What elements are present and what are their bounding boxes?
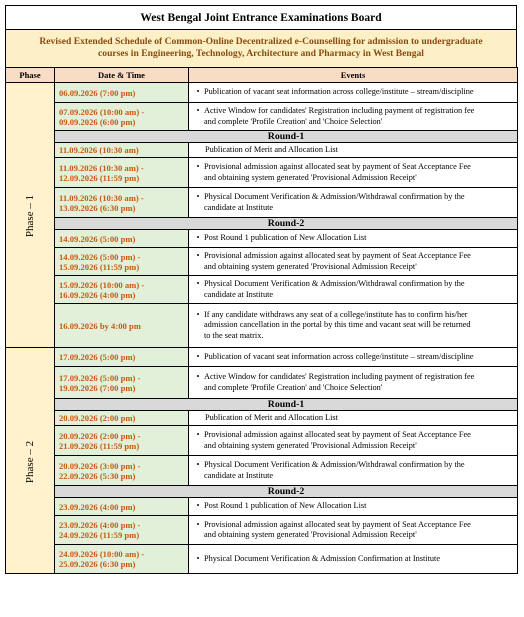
event-line: candidate at Institute [204,470,274,480]
bullet-icon: • [196,460,200,470]
date-cell [55,367,189,399]
date-cell [55,516,189,545]
event-text [204,106,514,127]
date-text: 11.09.2026 (10:30 am) - [59,162,144,173]
date-cell [55,304,189,348]
event-text [204,192,514,213]
event-line: Publication of vacant seat information across college/institute – stream/discipline [204,87,474,97]
event-cell [189,83,518,103]
schedule-row [6,188,518,218]
event-text [204,87,514,97]
date-cell [55,248,189,276]
event-content [189,310,514,341]
bullet-icon: • [196,233,200,243]
schedule-row [6,83,518,103]
event-cell [189,426,518,456]
event-cell [189,143,518,158]
date-text: 16.09.2026 by 4:00 pm [59,320,141,331]
schedule-subtitle [5,29,517,67]
event-line: and complete 'Profile Creation' and 'Choice Selection' [204,382,383,392]
event-cell [189,411,518,426]
schedule-row [6,304,518,348]
event-line: Publication of Merit and Allocation List [205,412,338,422]
date-cell [55,426,189,456]
schedule-row [6,348,518,367]
date-text: 24.09.2026 (10:00 am) - [59,549,145,559]
round-header-row [6,218,518,230]
round-label: Round-2 [55,218,518,230]
date-cell [55,348,189,367]
event-line: Provisional admission against allocated seat by payment of Seat Acceptance Fee [204,162,471,172]
event-cell [189,248,518,276]
date-text: 24.09.2026 (11:59 pm) [59,530,140,540]
date-cell [55,456,189,486]
event-text [204,430,514,451]
date-cell [55,188,189,218]
table-header-row [6,68,518,83]
event-cell [189,103,518,131]
event-cell [189,188,518,218]
date-cell [55,103,189,131]
event-cell [189,230,518,248]
date-text: 21.09.2026 (11:59 pm) [59,440,140,451]
date-text: 22.09.2026 (5:30 pm) [59,470,136,481]
date-text: 17.09.2026 (5:00 pm) [59,352,136,362]
event-line: and obtaining system generated 'Provisional Admission Receipt' [204,530,417,539]
board-title: West Bengal Joint Entrance Examinations Board [5,5,517,29]
bullet-icon: • [196,372,200,382]
date-cell [55,498,189,516]
date-cell [55,158,189,188]
schedule-table [5,67,518,574]
date-cell [55,143,189,158]
bullet-icon: • [196,501,200,511]
date-text: 14.09.2026 (5:00 pm) - [59,251,141,262]
event-text [205,145,514,155]
round-label: Round-1 [55,131,518,143]
date-text: 11.09.2026 (10:30 am) - [59,192,144,203]
round-header-row [6,131,518,143]
event-cell [189,158,518,188]
schedule-row [6,498,518,516]
event-text [204,554,514,564]
event-content [189,162,514,183]
event-cell [189,456,518,486]
event-line: and obtaining system generated 'Provisional Admission Receipt' [204,261,417,271]
schedule-row [6,426,518,456]
bullet-icon: • [196,251,200,261]
date-cell [55,411,189,426]
event-text [204,251,514,272]
event-cell [189,545,518,574]
event-cell [189,304,518,348]
event-content [189,106,514,127]
event-content [189,554,514,564]
date-text: 15.09.2026 (10:00 am) - [59,279,145,290]
bullet-icon: • [196,310,200,320]
event-line: Provisional admission against allocated seat by payment of Seat Acceptance Fee [204,430,471,440]
date-text: 11.09.2026 (10:30 am) [59,145,139,155]
event-line: If any candidate withdraws any seat of a college/institute has to confirm his/her [204,310,468,320]
schedule-row [6,411,518,426]
event-text [204,233,514,243]
date-text: 17.09.2026 (5:00 pm) - [59,372,141,383]
event-line: Physical Document Verification & Admission/Withdrawal confirmation by the [204,279,465,289]
schedule-row [6,103,518,131]
event-line: Physical Document Verification & Admission/Withdrawal confirmation by the [204,192,465,202]
bullet-icon: • [196,87,200,97]
bullet-icon: • [196,192,200,202]
round-label: Round-1 [55,399,518,411]
event-line: Provisional admission against allocated seat by payment of Seat Acceptance Fee [204,251,471,261]
event-text [204,520,514,541]
column-header-date: Date & Time [55,68,189,83]
event-cell [189,276,518,304]
event-line: admission cancellation in the portal by this time and vacant seat will be returned [204,320,471,330]
date-text: 23.09.2026 (4:00 pm) [59,501,136,512]
schedule-document [5,5,517,574]
event-line: and obtaining system generated 'Provisional Admission Receipt' [204,172,417,182]
phase-label: Phase – 2 [23,440,36,483]
round-header-row [6,486,518,498]
bullet-icon: • [196,519,200,529]
event-line: Publication of vacant seat information across college/institute – stream/discipline [204,351,474,361]
event-content [189,501,514,511]
round-header-row [6,399,518,411]
event-content [189,251,514,272]
event-text [205,413,514,423]
schedule-row [6,516,518,545]
event-line: Provisional admission against allocated seat by payment of Seat Acceptance Fee [204,519,471,529]
event-line: and complete 'Profile Creation' and 'Choice Selection' [204,116,383,126]
schedule-row [6,367,518,399]
date-cell [55,545,189,574]
schedule-row [6,143,518,158]
event-content [189,520,514,541]
event-content [189,233,514,243]
subtitle-line-2: courses in Engineering, Technology, Architecture and Pharmacy in West Bengal [98,48,424,59]
round-label: Round-2 [55,486,518,498]
event-text [204,162,514,183]
event-cell [189,516,518,545]
date-text: 13.09.2026 (6:30 pm) [59,202,136,213]
event-content [189,145,514,155]
date-text: 20.09.2026 (2:00 pm) - [59,430,141,441]
bullet-icon: • [196,553,200,563]
event-line: Active Window for candidates' Registration including payment of registration fee [204,372,475,382]
schedule-row [6,230,518,248]
event-line: Post Round 1 publication of New Allocation List [204,233,367,243]
event-text [204,310,514,341]
event-text [204,372,514,393]
event-content [189,279,514,300]
event-content [189,87,514,97]
column-header-phase: Phase [6,68,55,83]
date-text: 20.09.2026 (2:00 pm) [59,413,136,423]
date-cell [55,230,189,248]
column-header-events: Events [189,68,518,83]
event-content [189,430,514,451]
event-line: Physical Document Verification & Admission Confirmation at Institute [204,553,441,563]
date-cell [55,83,189,103]
event-line: candidate at Institute [204,289,274,299]
event-content [189,372,514,393]
date-text: 19.09.2026 (7:00 pm) [59,382,136,393]
date-text: 25.09.2026 (6:30 pm) [59,559,136,569]
event-text [204,279,514,300]
date-text: 07.09.2026 (10:00 am) - [59,106,145,117]
bullet-icon: • [196,430,200,440]
event-line: Physical Document Verification & Admission/Withdrawal confirmation by the [204,460,465,470]
event-content [189,192,514,213]
event-line: Publication of Merit and Allocation List [205,144,338,154]
schedule-row [6,158,518,188]
event-text [204,460,514,481]
subtitle-line-1: Revised Extended Schedule of Common-Online Decentralized e-Counselling for admission to undergraduate [39,36,483,47]
date-text: 15.09.2026 (11:59 pm) [59,261,140,272]
bullet-icon: • [196,279,200,289]
schedule-row [6,545,518,574]
bullet-icon: • [196,351,200,361]
phase-cell-2 [6,348,55,574]
date-text: 09.09.2026 (6:00 pm) [59,116,136,127]
phase-cell-1 [6,83,55,348]
date-text: 23.09.2026 (4:00 pm) - [59,520,141,530]
event-line: and obtaining system generated 'Provisional Admission Receipt' [204,440,417,450]
date-text: 06.09.2026 (7:00 pm) [59,87,136,98]
event-content [189,413,514,423]
date-text: 16.09.2026 (4:00 pm) [59,289,136,300]
event-line: candidate at Institute [204,202,274,212]
schedule-body [6,83,518,574]
schedule-row [6,276,518,304]
schedule-row [6,456,518,486]
event-cell [189,498,518,516]
date-text: 12.09.2026 (11:59 pm) [59,172,140,183]
date-cell [55,276,189,304]
event-line: Active Window for candidates' Registration including payment of registration fee [204,106,475,116]
event-content [189,352,514,362]
event-cell [189,348,518,367]
schedule-row [6,248,518,276]
bullet-icon: • [196,106,200,116]
bullet-icon: • [196,162,200,172]
event-line: to the seat matrix. [204,330,264,340]
event-content [189,460,514,481]
phase-label: Phase – 1 [23,194,36,238]
date-text: 14.09.2026 (5:00 pm) [59,233,136,244]
event-text [204,352,514,362]
event-cell [189,367,518,399]
event-line: Post Round 1 publication of New Allocation List [204,501,367,511]
date-text: 20.09.2026 (3:00 pm) - [59,460,141,471]
event-text [204,501,514,511]
